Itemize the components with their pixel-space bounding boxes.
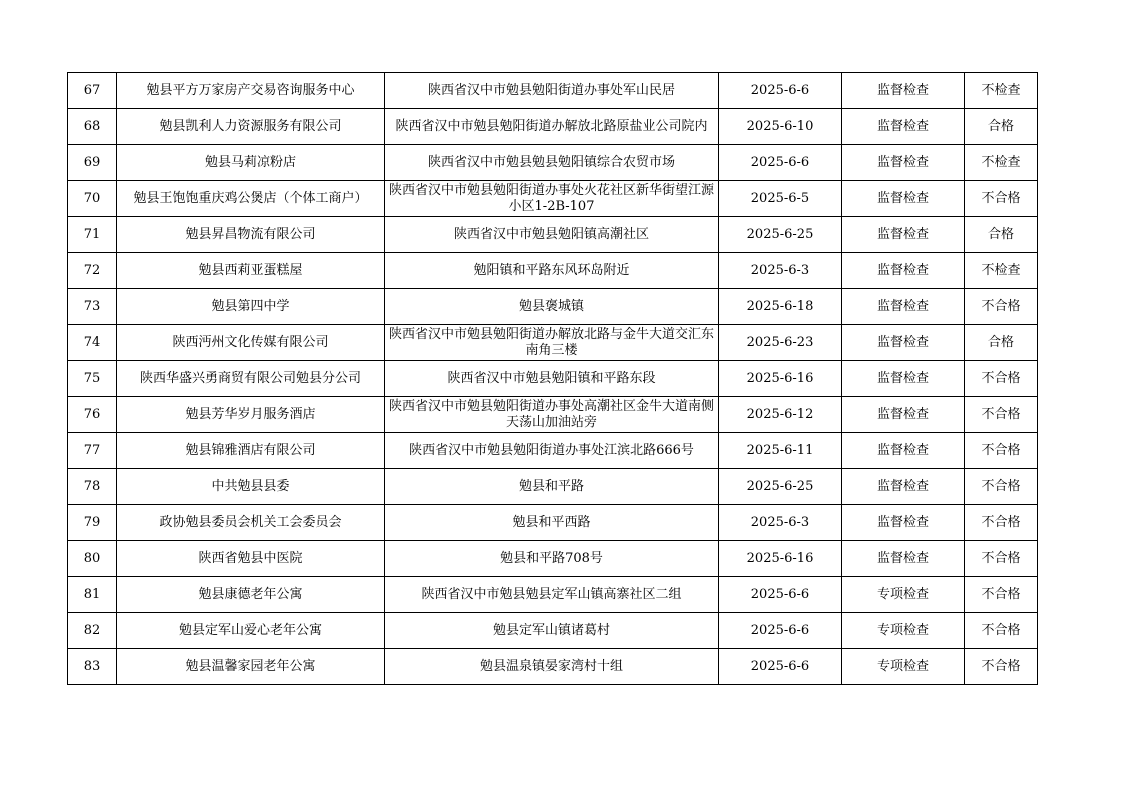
inspection-result-cell: 不合格 <box>965 505 1038 541</box>
address-cell: 陕西省汉中市勉县勉阳街道办事处高潮社区金牛大道南侧天荡山加油站旁 <box>385 397 719 433</box>
address-cell: 陕西省汉中市勉县勉县勉阳镇综合农贸市场 <box>385 145 719 181</box>
table-body <box>68 73 1038 685</box>
entity-name-cell: 陕西沔州文化传媒有限公司 <box>117 325 385 361</box>
inspection-date-cell: 2025-6-12 <box>719 397 842 433</box>
table-row <box>68 433 1038 469</box>
address-cell: 陕西省汉中市勉县勉阳街道办事处江滨北路666号 <box>385 433 719 469</box>
row-number-cell: 75 <box>68 361 117 397</box>
address-cell: 陕西省汉中市勉县勉阳街道办事处军山民居 <box>385 73 719 109</box>
inspection-type-cell: 监督检查 <box>842 361 965 397</box>
inspection-result-cell: 合格 <box>965 109 1038 145</box>
address-cell: 勉县和平路708号 <box>385 541 719 577</box>
row-number-cell: 72 <box>68 253 117 289</box>
table-row <box>68 325 1038 361</box>
inspection-type-cell: 监督检查 <box>842 181 965 217</box>
inspection-result-cell: 不检查 <box>965 253 1038 289</box>
entity-name-cell: 陕西省勉县中医院 <box>117 541 385 577</box>
inspection-type-cell: 监督检查 <box>842 145 965 181</box>
row-number-cell: 76 <box>68 397 117 433</box>
inspection-date-cell: 2025-6-23 <box>719 325 842 361</box>
row-number-cell: 79 <box>68 505 117 541</box>
table-row <box>68 289 1038 325</box>
table-row <box>68 361 1038 397</box>
inspection-date-cell: 2025-6-11 <box>719 433 842 469</box>
inspection-type-cell: 监督检查 <box>842 73 965 109</box>
inspection-result-cell: 合格 <box>965 325 1038 361</box>
entity-name-cell: 勉县西莉亚蛋糕屋 <box>117 253 385 289</box>
inspection-table <box>67 72 1038 685</box>
row-number-cell: 78 <box>68 469 117 505</box>
inspection-type-cell: 监督检查 <box>842 433 965 469</box>
address-cell: 陕西省汉中市勉县勉县定军山镇高寨社区二组 <box>385 577 719 613</box>
inspection-date-cell: 2025-6-3 <box>719 505 842 541</box>
address-cell: 陕西省汉中市勉县勉阳镇和平路东段 <box>385 361 719 397</box>
row-number-cell: 83 <box>68 649 117 685</box>
row-number-cell: 67 <box>68 73 117 109</box>
table-row <box>68 253 1038 289</box>
table-row <box>68 469 1038 505</box>
inspection-type-cell: 监督检查 <box>842 505 965 541</box>
entity-name-cell: 政协勉县委员会机关工会委员会 <box>117 505 385 541</box>
inspection-result-cell: 不合格 <box>965 397 1038 433</box>
entity-name-cell: 勉县平方万家房产交易咨询服务中心 <box>117 73 385 109</box>
inspection-date-cell: 2025-6-6 <box>719 577 842 613</box>
table-row <box>68 109 1038 145</box>
entity-name-cell: 勉县马莉凉粉店 <box>117 145 385 181</box>
row-number-cell: 80 <box>68 541 117 577</box>
inspection-type-cell: 专项检查 <box>842 649 965 685</box>
inspection-result-cell: 不合格 <box>965 649 1038 685</box>
table-row <box>68 577 1038 613</box>
row-number-cell: 74 <box>68 325 117 361</box>
table-row <box>68 505 1038 541</box>
inspection-date-cell: 2025-6-16 <box>719 361 842 397</box>
row-number-cell: 82 <box>68 613 117 649</box>
inspection-date-cell: 2025-6-6 <box>719 649 842 685</box>
address-cell: 勉县褒城镇 <box>385 289 719 325</box>
entity-name-cell: 勉县定军山爱心老年公寓 <box>117 613 385 649</box>
table-row <box>68 649 1038 685</box>
inspection-date-cell: 2025-6-16 <box>719 541 842 577</box>
inspection-result-cell: 不检查 <box>965 73 1038 109</box>
row-number-cell: 73 <box>68 289 117 325</box>
inspection-result-cell: 不合格 <box>965 541 1038 577</box>
inspection-type-cell: 监督检查 <box>842 469 965 505</box>
inspection-result-cell: 不合格 <box>965 433 1038 469</box>
inspection-type-cell: 监督检查 <box>842 109 965 145</box>
entity-name-cell: 勉县第四中学 <box>117 289 385 325</box>
row-number-cell: 71 <box>68 217 117 253</box>
table-row <box>68 217 1038 253</box>
inspection-type-cell: 监督检查 <box>842 217 965 253</box>
inspection-result-cell: 不合格 <box>965 577 1038 613</box>
address-cell: 陕西省汉中市勉县勉阳街道办解放北路原盐业公司院内 <box>385 109 719 145</box>
entity-name-cell: 勉县康德老年公寓 <box>117 577 385 613</box>
inspection-result-cell: 不合格 <box>965 181 1038 217</box>
table-row <box>68 541 1038 577</box>
address-cell: 勉县定军山镇诸葛村 <box>385 613 719 649</box>
inspection-date-cell: 2025-6-6 <box>719 613 842 649</box>
address-cell: 陕西省汉中市勉县勉阳街道办事处火花社区新华街望江源小区1-2B-107 <box>385 181 719 217</box>
inspection-result-cell: 不合格 <box>965 289 1038 325</box>
row-number-cell: 68 <box>68 109 117 145</box>
inspection-type-cell: 监督检查 <box>842 289 965 325</box>
inspection-type-cell: 监督检查 <box>842 541 965 577</box>
inspection-result-cell: 不合格 <box>965 613 1038 649</box>
row-number-cell: 81 <box>68 577 117 613</box>
row-number-cell: 70 <box>68 181 117 217</box>
inspection-result-cell: 不检查 <box>965 145 1038 181</box>
row-number-cell: 69 <box>68 145 117 181</box>
address-cell: 勉县和平路 <box>385 469 719 505</box>
table-row <box>68 397 1038 433</box>
entity-name-cell: 勉县王饱饱重庆鸡公煲店（个体工商户） <box>117 181 385 217</box>
inspection-result-cell: 不合格 <box>965 469 1038 505</box>
entity-name-cell: 中共勉县县委 <box>117 469 385 505</box>
address-cell: 勉县温泉镇晏家湾村十组 <box>385 649 719 685</box>
table-row <box>68 613 1038 649</box>
inspection-type-cell: 专项检查 <box>842 613 965 649</box>
inspection-result-cell: 不合格 <box>965 361 1038 397</box>
entity-name-cell: 勉县温馨家园老年公寓 <box>117 649 385 685</box>
inspection-type-cell: 专项检查 <box>842 577 965 613</box>
inspection-date-cell: 2025-6-25 <box>719 217 842 253</box>
table-row <box>68 145 1038 181</box>
entity-name-cell: 勉县凯利人力资源服务有限公司 <box>117 109 385 145</box>
row-number-cell: 77 <box>68 433 117 469</box>
inspection-date-cell: 2025-6-3 <box>719 253 842 289</box>
entity-name-cell: 勉县昇昌物流有限公司 <box>117 217 385 253</box>
inspection-date-cell: 2025-6-18 <box>719 289 842 325</box>
address-cell: 勉县和平西路 <box>385 505 719 541</box>
entity-name-cell: 勉县芳华岁月服务酒店 <box>117 397 385 433</box>
inspection-date-cell: 2025-6-25 <box>719 469 842 505</box>
entity-name-cell: 勉县锦雅酒店有限公司 <box>117 433 385 469</box>
inspection-date-cell: 2025-6-6 <box>719 73 842 109</box>
address-cell: 勉阳镇和平路东风环岛附近 <box>385 253 719 289</box>
inspection-date-cell: 2025-6-5 <box>719 181 842 217</box>
address-cell: 陕西省汉中市勉县勉阳街道办解放北路与金牛大道交汇东南角三楼 <box>385 325 719 361</box>
table-row <box>68 181 1038 217</box>
inspection-type-cell: 监督检查 <box>842 253 965 289</box>
inspection-date-cell: 2025-6-10 <box>719 109 842 145</box>
table-row <box>68 73 1038 109</box>
entity-name-cell: 陕西华盛兴勇商贸有限公司勉县分公司 <box>117 361 385 397</box>
inspection-result-cell: 合格 <box>965 217 1038 253</box>
inspection-type-cell: 监督检查 <box>842 325 965 361</box>
inspection-date-cell: 2025-6-6 <box>719 145 842 181</box>
address-cell: 陕西省汉中市勉县勉阳镇高潮社区 <box>385 217 719 253</box>
inspection-type-cell: 监督检查 <box>842 397 965 433</box>
